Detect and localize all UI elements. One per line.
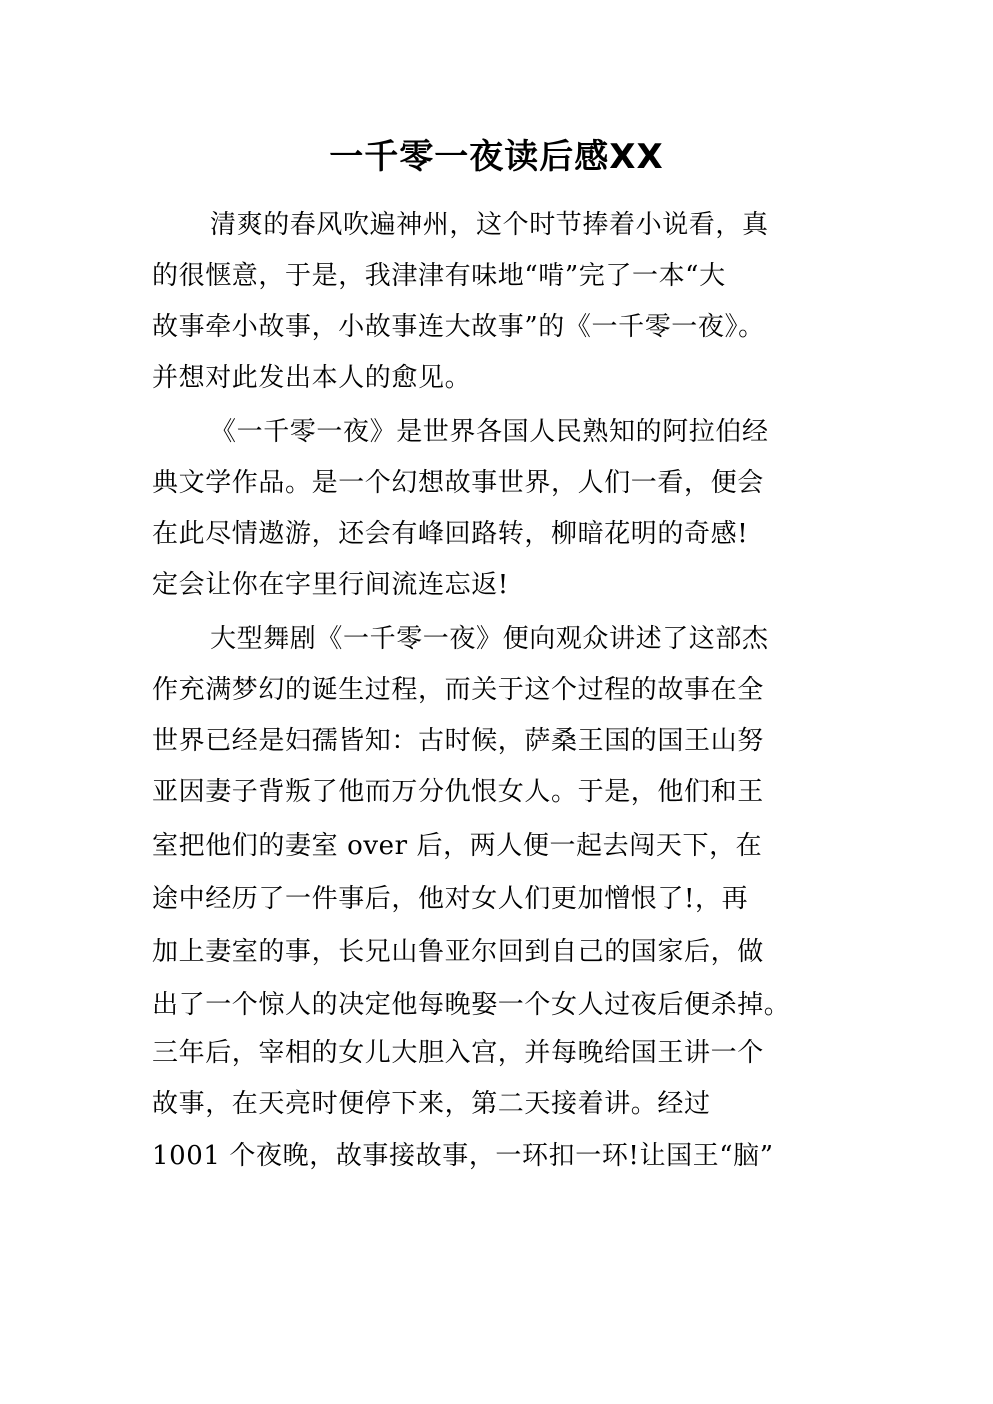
paragraph-3-line-4: 亚因妻子背叛了他而万分仇恨女人。于是，他们和王 (152, 777, 764, 807)
paragraph-3-line-5: 室把他们的妻室 over 后，两人便一起去闯天下，在 (152, 831, 763, 861)
paragraph-3-line-1: 大型舞剧《一千零一夜》便向观众讲述了这部杰 (210, 624, 769, 654)
paragraph-3-line-2: 作充满梦幻的诞生过程，而关于这个过程的故事在全 (152, 675, 764, 705)
paragraph-3-line-10: 故事，在天亮时便停下来，第二天接着讲。经过 (152, 1089, 711, 1119)
document-title: 一千零一夜读后感XX (329, 137, 664, 177)
paragraph-3-line-9: 三年后，宰相的女儿大胆入宫，并每晚给国王讲一个 (152, 1038, 764, 1068)
paragraph-2-line-4: 定会让你在字里行间流连忘返! (152, 570, 509, 600)
paragraph-1-line-1: 清爽的春风吹遍神州，这个时节捧着小说看，真 (210, 210, 769, 240)
paragraph-3-line-7: 加上妻室的事，长兄山鲁亚尔回到自己的国家后，做 (152, 937, 764, 967)
paragraph-1-line-2: 的很惬意，于是，我津津有味地“啃”完了一本“大 (152, 261, 726, 291)
paragraph-3-line-3: 世界已经是妇孺皆知：古时候，萨桑王国的国王山努 (152, 726, 764, 756)
paragraph-2-line-1: 《一千零一夜》是世界各国人民熟知的阿拉伯经 (210, 417, 769, 447)
paragraph-3-line-11: 1001 个夜晚，故事接故事，一环扣一环!让国王“脑” (152, 1141, 774, 1171)
paragraph-1-line-3: 故事牵小故事，小故事连大故事”的《一千零一夜》。 (152, 312, 765, 342)
paragraph-1-line-4: 并想对此发出本人的愈见。 (152, 363, 472, 393)
paragraph-3-line-8: 出了一个惊人的决定他每晚娶一个女人过夜后便杀掉。 (152, 990, 791, 1020)
paragraph-3-line-6: 途中经历了一件事后，他对女人们更加憎恨了!，再 (152, 884, 749, 914)
paragraph-2-line-2: 典文学作品。是一个幻想故事世界，人们一看，便会 (152, 468, 764, 498)
paragraph-2-line-3: 在此尽情遨游，还会有峰回路转，柳暗花明的奇感! (152, 519, 749, 549)
